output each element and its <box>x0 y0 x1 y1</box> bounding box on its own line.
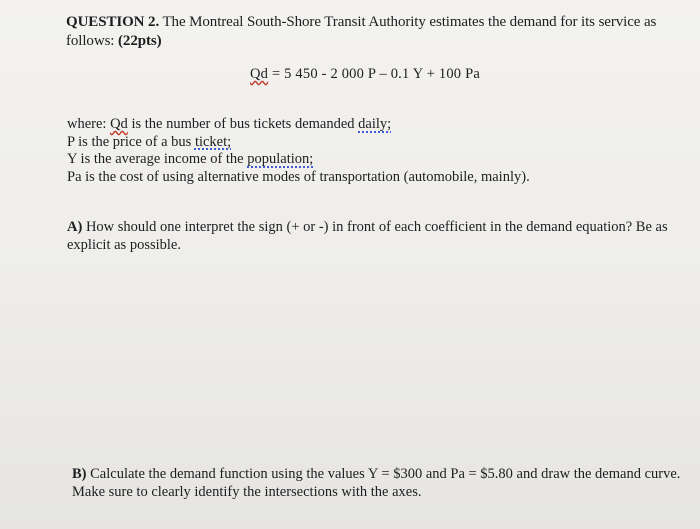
part-a <box>67 218 677 254</box>
question-points: (22pts) <box>118 33 162 49</box>
definition-pa <box>67 169 667 187</box>
demand-equation <box>250 66 480 83</box>
part-b-text: Calculate the demand function using the values Y = $300 and Pa = $5.80 and draw the demand curve. Make sure to clearly identify the intersections with the axes. <box>72 466 681 500</box>
definition-p-underlined: ticket; <box>194 133 232 150</box>
definition-y-underlined: population; <box>247 151 314 167</box>
definition-y <box>67 151 667 169</box>
part-b-label: B) <box>72 466 87 482</box>
part-a-label: A) <box>67 219 83 235</box>
part-a-text: How should one interpret the sign (+ or -) in front of each coefficient in the demand equation? Be as explicit as possible. <box>67 219 668 253</box>
definition-y-text: Y is the average income of the <box>67 151 248 167</box>
definition-qd-var: Qd <box>110 116 128 132</box>
definition-p <box>67 134 667 152</box>
variable-definitions <box>67 116 667 186</box>
equation-rhs: = 5 450 - 2 000 P – 0.1 Y + 100 Pa <box>271 66 480 82</box>
definition-qd-text: is the number of bus tickets demanded <box>127 116 359 132</box>
definition-qd-underlined: daily; <box>358 116 392 132</box>
part-b <box>72 465 682 501</box>
equation-lhs: Qd <box>250 66 269 82</box>
definition-p-text: P is the price of a bus <box>67 133 195 150</box>
definition-pa-text: Pa is the cost of using alternative modes of transportation (automobile, mainly). <box>67 168 530 185</box>
question-text: The Montreal South-Shore Transit Authority estimates the demand for its service as follows: <box>66 14 657 49</box>
definition-qd <box>67 116 667 134</box>
definition-prefix: where: <box>67 116 111 132</box>
question-heading <box>66 13 676 51</box>
question-number: QUESTION 2. <box>66 14 160 30</box>
